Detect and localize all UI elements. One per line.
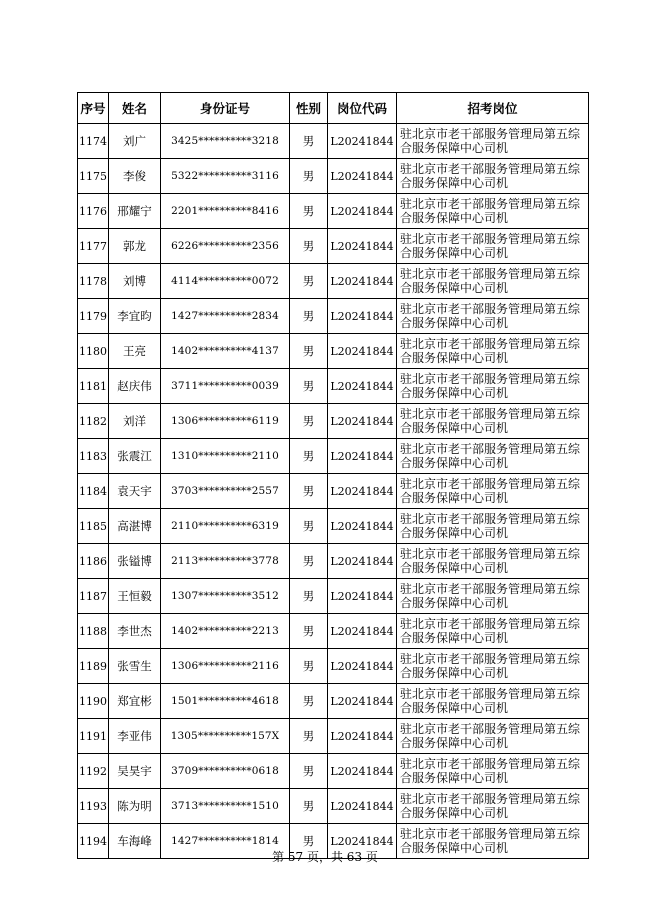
name-cell: 李亚伟 <box>109 719 161 754</box>
id-number-cell: 5322**********3116 <box>161 159 290 194</box>
page-footer: 第 57 页，共 63 页 <box>272 850 378 864</box>
header-seq: 序号 <box>78 93 109 124</box>
post-title-cell: 驻北京市老干部服务管理局第五综合服务保障中心司机 <box>397 264 589 299</box>
id-number-cell: 6226**********2356 <box>161 229 290 264</box>
seq-cell: 1189 <box>78 649 109 684</box>
post-title-cell: 驻北京市老干部服务管理局第五综合服务保障中心司机 <box>397 789 589 824</box>
post-code-cell: L20241844 <box>328 509 397 544</box>
seq-cell: 1176 <box>78 194 109 229</box>
post-title-cell: 驻北京市老干部服务管理局第五综合服务保障中心司机 <box>397 334 589 369</box>
gender-cell: 男 <box>290 369 328 404</box>
table-row <box>78 159 589 194</box>
gender-cell: 男 <box>290 719 328 754</box>
gender-cell: 男 <box>290 754 328 789</box>
name-cell: 王恒毅 <box>109 579 161 614</box>
post-code-cell: L20241844 <box>328 824 397 859</box>
seq-cell: 1175 <box>78 159 109 194</box>
post-code-cell: L20241844 <box>328 299 397 334</box>
seq-cell: 1186 <box>78 544 109 579</box>
name-cell: 刘博 <box>109 264 161 299</box>
id-number-cell: 1427**********2834 <box>161 299 290 334</box>
post-title-cell: 驻北京市老干部服务管理局第五综合服务保障中心司机 <box>397 369 589 404</box>
name-cell: 刘洋 <box>109 404 161 439</box>
table-row <box>78 124 589 159</box>
post-title-cell: 驻北京市老干部服务管理局第五综合服务保障中心司机 <box>397 509 589 544</box>
gender-cell: 男 <box>290 229 328 264</box>
gender-cell: 男 <box>290 124 328 159</box>
name-cell: 张雪生 <box>109 649 161 684</box>
table-row <box>78 334 589 369</box>
table-row <box>78 754 589 789</box>
post-code-cell: L20241844 <box>328 544 397 579</box>
table-header-row <box>78 93 589 124</box>
post-code-cell: L20241844 <box>328 684 397 719</box>
gender-cell: 男 <box>290 439 328 474</box>
id-number-cell: 3709**********0618 <box>161 754 290 789</box>
gender-cell: 男 <box>290 264 328 299</box>
gender-cell: 男 <box>290 509 328 544</box>
post-title-cell: 驻北京市老干部服务管理局第五综合服务保障中心司机 <box>397 159 589 194</box>
table-row <box>78 439 589 474</box>
header-gender: 性别 <box>290 93 328 124</box>
gender-cell: 男 <box>290 789 328 824</box>
post-code-cell: L20241844 <box>328 124 397 159</box>
gender-cell: 男 <box>290 824 328 859</box>
id-number-cell: 3713**********1510 <box>161 789 290 824</box>
gender-cell: 男 <box>290 194 328 229</box>
seq-cell: 1183 <box>78 439 109 474</box>
seq-cell: 1174 <box>78 124 109 159</box>
seq-cell: 1181 <box>78 369 109 404</box>
id-number-cell: 3711**********0039 <box>161 369 290 404</box>
seq-cell: 1190 <box>78 684 109 719</box>
post-title-cell: 驻北京市老干部服务管理局第五综合服务保障中心司机 <box>397 684 589 719</box>
seq-cell: 1187 <box>78 579 109 614</box>
post-title-cell: 驻北京市老干部服务管理局第五综合服务保障中心司机 <box>397 404 589 439</box>
seq-cell: 1191 <box>78 719 109 754</box>
id-number-cell: 1305**********157X <box>161 719 290 754</box>
post-title-cell: 驻北京市老干部服务管理局第五综合服务保障中心司机 <box>397 194 589 229</box>
id-number-cell: 1402**********4137 <box>161 334 290 369</box>
id-number-cell: 1306**********2116 <box>161 649 290 684</box>
post-title-cell: 驻北京市老干部服务管理局第五综合服务保障中心司机 <box>397 544 589 579</box>
name-cell: 袁天宇 <box>109 474 161 509</box>
table-row <box>78 719 589 754</box>
table-body <box>78 124 589 859</box>
gender-cell: 男 <box>290 299 328 334</box>
post-title-cell: 驻北京市老干部服务管理局第五综合服务保障中心司机 <box>397 719 589 754</box>
gender-cell: 男 <box>290 579 328 614</box>
table-row <box>78 264 589 299</box>
seq-cell: 1193 <box>78 789 109 824</box>
gender-cell: 男 <box>290 649 328 684</box>
post-code-cell: L20241844 <box>328 474 397 509</box>
id-number-cell: 1310**********2110 <box>161 439 290 474</box>
gender-cell: 男 <box>290 474 328 509</box>
post-title-cell: 驻北京市老干部服务管理局第五综合服务保障中心司机 <box>397 229 589 264</box>
name-cell: 郭龙 <box>109 229 161 264</box>
id-number-cell: 1402**********2213 <box>161 614 290 649</box>
name-cell: 高湛博 <box>109 509 161 544</box>
gender-cell: 男 <box>290 684 328 719</box>
table-row <box>78 229 589 264</box>
name-cell: 陈为明 <box>109 789 161 824</box>
id-number-cell: 3703**********2557 <box>161 474 290 509</box>
table-row <box>78 194 589 229</box>
name-cell: 邢耀宁 <box>109 194 161 229</box>
gender-cell: 男 <box>290 404 328 439</box>
name-cell: 张震江 <box>109 439 161 474</box>
table-row <box>78 299 589 334</box>
table-row <box>78 789 589 824</box>
name-cell: 王亮 <box>109 334 161 369</box>
post-code-cell: L20241844 <box>328 579 397 614</box>
name-cell: 车海峰 <box>109 824 161 859</box>
post-code-cell: L20241844 <box>328 649 397 684</box>
post-code-cell: L20241844 <box>328 789 397 824</box>
post-title-cell: 驻北京市老干部服务管理局第五综合服务保障中心司机 <box>397 754 589 789</box>
seq-cell: 1178 <box>78 264 109 299</box>
post-code-cell: L20241844 <box>328 754 397 789</box>
seq-cell: 1188 <box>78 614 109 649</box>
post-title-cell: 驻北京市老干部服务管理局第五综合服务保障中心司机 <box>397 579 589 614</box>
name-cell: 刘广 <box>109 124 161 159</box>
table-row <box>78 474 589 509</box>
post-code-cell: L20241844 <box>328 614 397 649</box>
table-row <box>78 544 589 579</box>
post-code-cell: L20241844 <box>328 439 397 474</box>
id-number-cell: 2201**********8416 <box>161 194 290 229</box>
seq-cell: 1182 <box>78 404 109 439</box>
post-code-cell: L20241844 <box>328 334 397 369</box>
header-code: 岗位代码 <box>328 93 397 124</box>
post-title-cell: 驻北京市老干部服务管理局第五综合服务保障中心司机 <box>397 299 589 334</box>
id-number-cell: 1427**********1814 <box>161 824 290 859</box>
gender-cell: 男 <box>290 159 328 194</box>
candidate-table <box>77 92 589 859</box>
header-name: 姓名 <box>109 93 161 124</box>
id-number-cell: 1307**********3512 <box>161 579 290 614</box>
seq-cell: 1185 <box>78 509 109 544</box>
id-number-cell: 2110**********6319 <box>161 509 290 544</box>
post-code-cell: L20241844 <box>328 229 397 264</box>
name-cell: 赵庆伟 <box>109 369 161 404</box>
post-code-cell: L20241844 <box>328 194 397 229</box>
table-row <box>78 579 589 614</box>
table-row <box>78 404 589 439</box>
post-title-cell: 驻北京市老干部服务管理局第五综合服务保障中心司机 <box>397 124 589 159</box>
table-row <box>78 649 589 684</box>
id-number-cell: 1501**********4618 <box>161 684 290 719</box>
id-number-cell: 1306**********6119 <box>161 404 290 439</box>
seq-cell: 1177 <box>78 229 109 264</box>
post-code-cell: L20241844 <box>328 719 397 754</box>
post-title-cell: 驻北京市老干部服务管理局第五综合服务保障中心司机 <box>397 439 589 474</box>
post-title-cell: 驻北京市老干部服务管理局第五综合服务保障中心司机 <box>397 649 589 684</box>
name-cell: 李世杰 <box>109 614 161 649</box>
name-cell: 吴昊宇 <box>109 754 161 789</box>
name-cell: 郑宜彬 <box>109 684 161 719</box>
gender-cell: 男 <box>290 334 328 369</box>
seq-cell: 1179 <box>78 299 109 334</box>
seq-cell: 1180 <box>78 334 109 369</box>
gender-cell: 男 <box>290 544 328 579</box>
table-row <box>78 509 589 544</box>
id-number-cell: 2113**********3778 <box>161 544 290 579</box>
header-id: 身份证号 <box>161 93 290 124</box>
table-row <box>78 614 589 649</box>
post-title-cell: 驻北京市老干部服务管理局第五综合服务保障中心司机 <box>397 614 589 649</box>
seq-cell: 1184 <box>78 474 109 509</box>
post-code-cell: L20241844 <box>328 369 397 404</box>
post-title-cell: 驻北京市老干部服务管理局第五综合服务保障中心司机 <box>397 824 589 859</box>
id-number-cell: 4114**********0072 <box>161 264 290 299</box>
table-row <box>78 684 589 719</box>
table-row <box>78 369 589 404</box>
post-code-cell: L20241844 <box>328 264 397 299</box>
seq-cell: 1192 <box>78 754 109 789</box>
post-code-cell: L20241844 <box>328 404 397 439</box>
name-cell: 李宜昀 <box>109 299 161 334</box>
post-code-cell: L20241844 <box>328 159 397 194</box>
name-cell: 张镒博 <box>109 544 161 579</box>
post-title-cell: 驻北京市老干部服务管理局第五综合服务保障中心司机 <box>397 474 589 509</box>
id-number-cell: 3425**********3218 <box>161 124 290 159</box>
header-post: 招考岗位 <box>397 93 589 124</box>
seq-cell: 1194 <box>78 824 109 859</box>
gender-cell: 男 <box>290 614 328 649</box>
name-cell: 李俊 <box>109 159 161 194</box>
